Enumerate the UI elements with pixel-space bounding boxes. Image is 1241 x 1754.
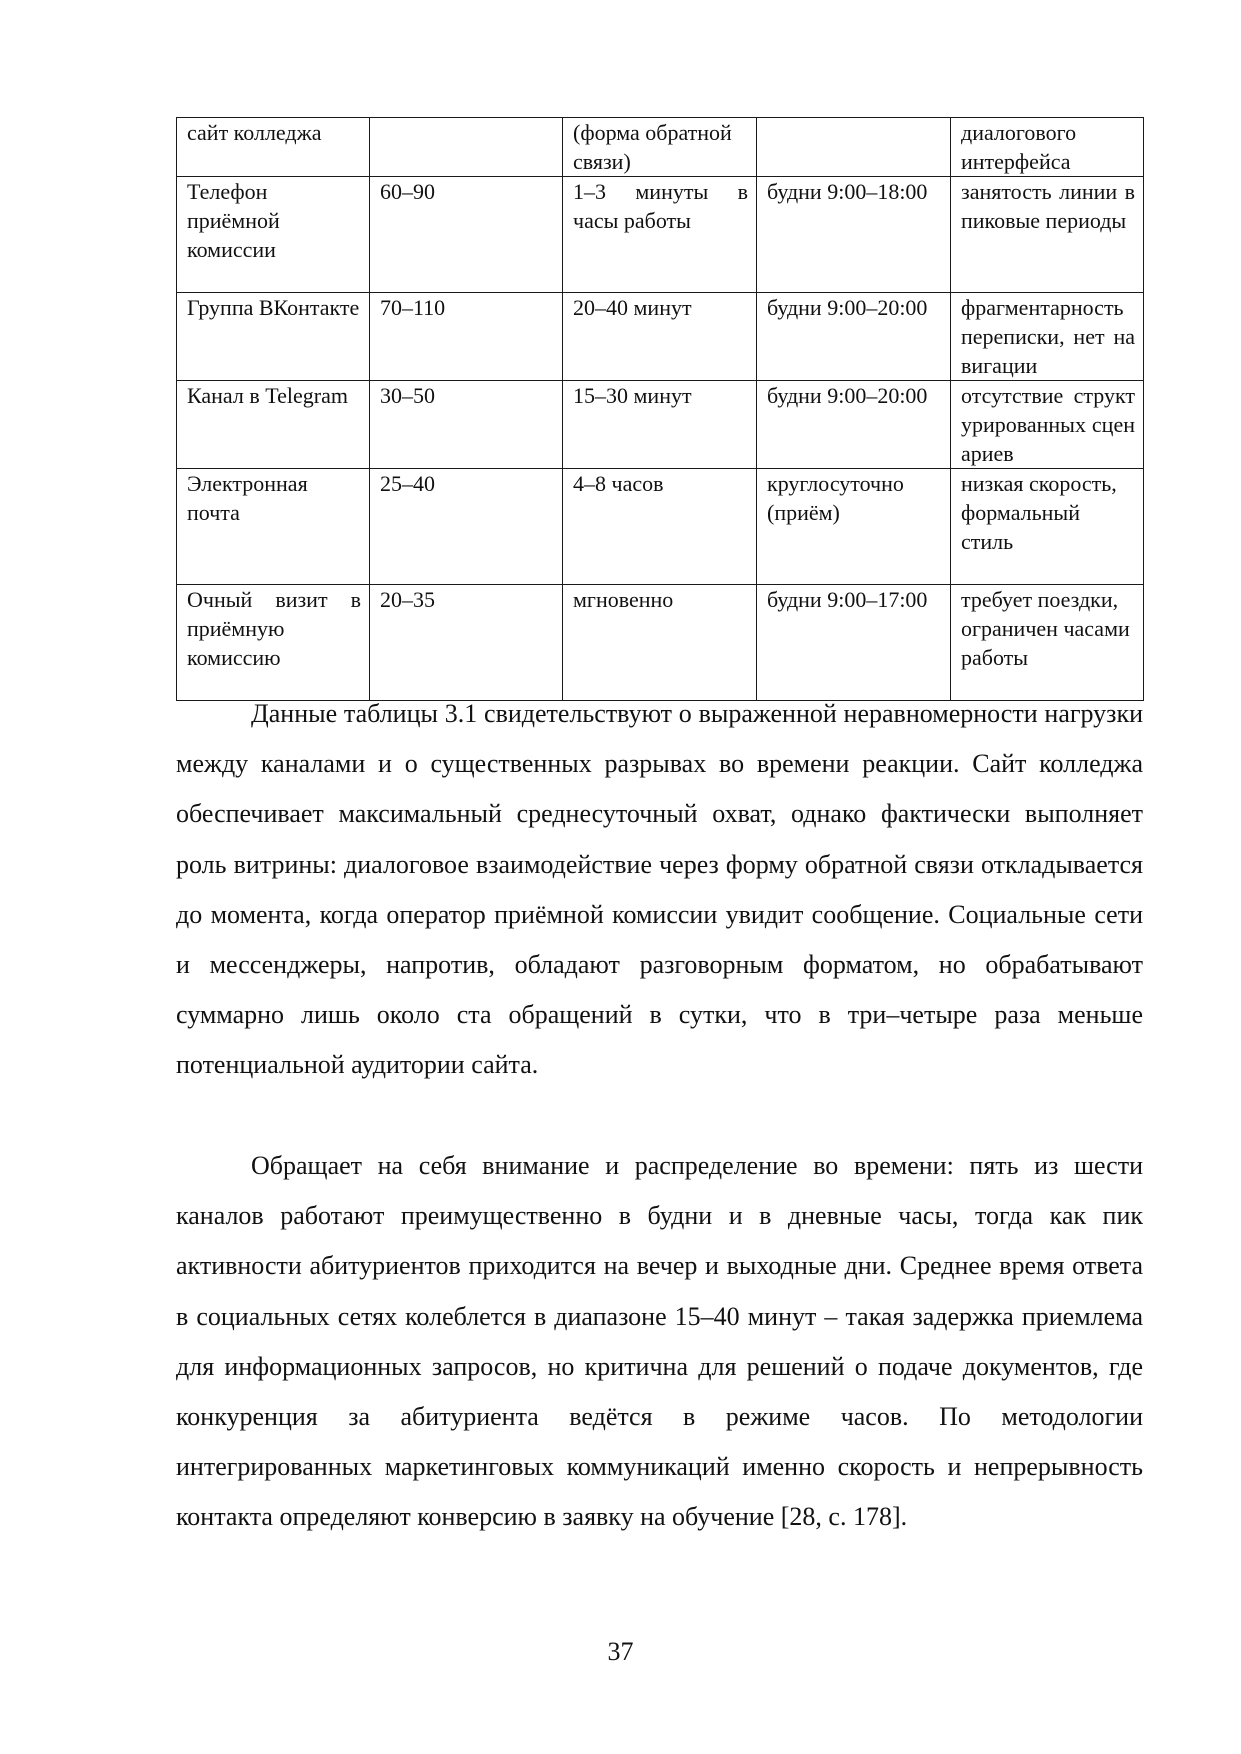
table-cell-channel: Канал в Telegram xyxy=(177,381,370,469)
table-cell-limitation: требует поездки, ограничен часами работы xyxy=(951,585,1144,701)
table-row xyxy=(177,293,1144,381)
table-cell-schedule: будни 9:00–17:00 xyxy=(757,585,951,701)
table-cell-limitation: отсутствие структурированных сценариев xyxy=(951,381,1144,469)
body-paragraph: Данные таблицы 3.1 свидетельствуют о выраженной неравномерности нагрузки между каналами и о существенных разрывах во времени реакции. Сайт колледжа обеспечивает максимальный среднесуточный охват, однако фактически выполняет роль витрины: диалоговое взаимодействие через форму обратной связи откладывается до момента, когда оператор приёмной комиссии увидит сообщение. Социальные сети и мессенджеры, напротив, обладают разговорным форматом, но обрабатывают суммарно лишь около ста обращений в сутки, что в три–четыре раза меньше потенциальной аудитории сайта. xyxy=(176,699,1143,1080)
table-cell-volume: 25–40 xyxy=(370,469,563,585)
channels-table xyxy=(176,117,1144,701)
table-cell-schedule xyxy=(757,118,951,177)
table-cell-response-time: 4–8 часов xyxy=(563,469,757,585)
table-cell-response-time: (форма обратной связи) xyxy=(563,118,757,177)
table-cell-volume xyxy=(370,118,563,177)
table-cell-limitation: диалогового интерфейса xyxy=(951,118,1144,177)
table-row xyxy=(177,177,1144,293)
table-cell-response-time: мгновенно xyxy=(563,585,757,701)
page-number: 37 xyxy=(607,1637,634,1666)
table-cell-response-time: 20–40 минут xyxy=(563,293,757,381)
table-cell-limitation: занятость линии в пиковые периоды xyxy=(951,177,1144,293)
table-cell-channel: Телефон приёмной комиссии xyxy=(177,177,370,293)
table-cell-volume: 30–50 xyxy=(370,381,563,469)
table-cell-channel: сайт колледжа xyxy=(177,118,370,177)
table-cell-response-time: 1–3 минуты в часы работы xyxy=(563,177,757,293)
table-cell-channel: Электронная почта xyxy=(177,469,370,585)
table-cell-channel: Очный визит в приёмную комиссию xyxy=(177,585,370,701)
table-cell-response-time: 15–30 минут xyxy=(563,381,757,469)
table-cell-schedule: будни 9:00–20:00 xyxy=(757,381,951,469)
table-row xyxy=(177,381,1144,469)
table-cell-schedule: будни 9:00–18:00 xyxy=(757,177,951,293)
body-paragraph: Обращает на себя внимание и распределение во времени: пять из шести каналов работают преимущественно в будни и в дневные часы, тогда как пик активности абитуриентов приходится на вечер и выходные дни. Среднее время ответа в социальных сетях колеблется в диапазоне 15–40 минут – такая задержка приемлема для информационных запросов, но критична для решений о подаче документов, где конкуренция за абитуриента ведётся в режиме часов. По методологии интегрированных маркетинговых коммуникаций именно скорость и непрерывность контакта определяют конверсию в заявку на обучение [28, с. 178]. xyxy=(176,1151,1143,1532)
table-cell-channel: Группа ВКонтакте xyxy=(177,293,370,381)
table-cell-schedule: будни 9:00–20:00 xyxy=(757,293,951,381)
table-cell-limitation: фрагментарность переписки, нет навигации xyxy=(951,293,1144,381)
table-cell-volume: 60–90 xyxy=(370,177,563,293)
table-cell-limitation: низкая скорость, формальный стиль xyxy=(951,469,1144,585)
table-cell-schedule: круглосуточно (приём) xyxy=(757,469,951,585)
table-row xyxy=(177,469,1144,585)
table-cell-volume: 70–110 xyxy=(370,293,563,381)
table-row xyxy=(177,585,1144,701)
table-cell-volume: 20–35 xyxy=(370,585,563,701)
table-row xyxy=(177,118,1144,177)
